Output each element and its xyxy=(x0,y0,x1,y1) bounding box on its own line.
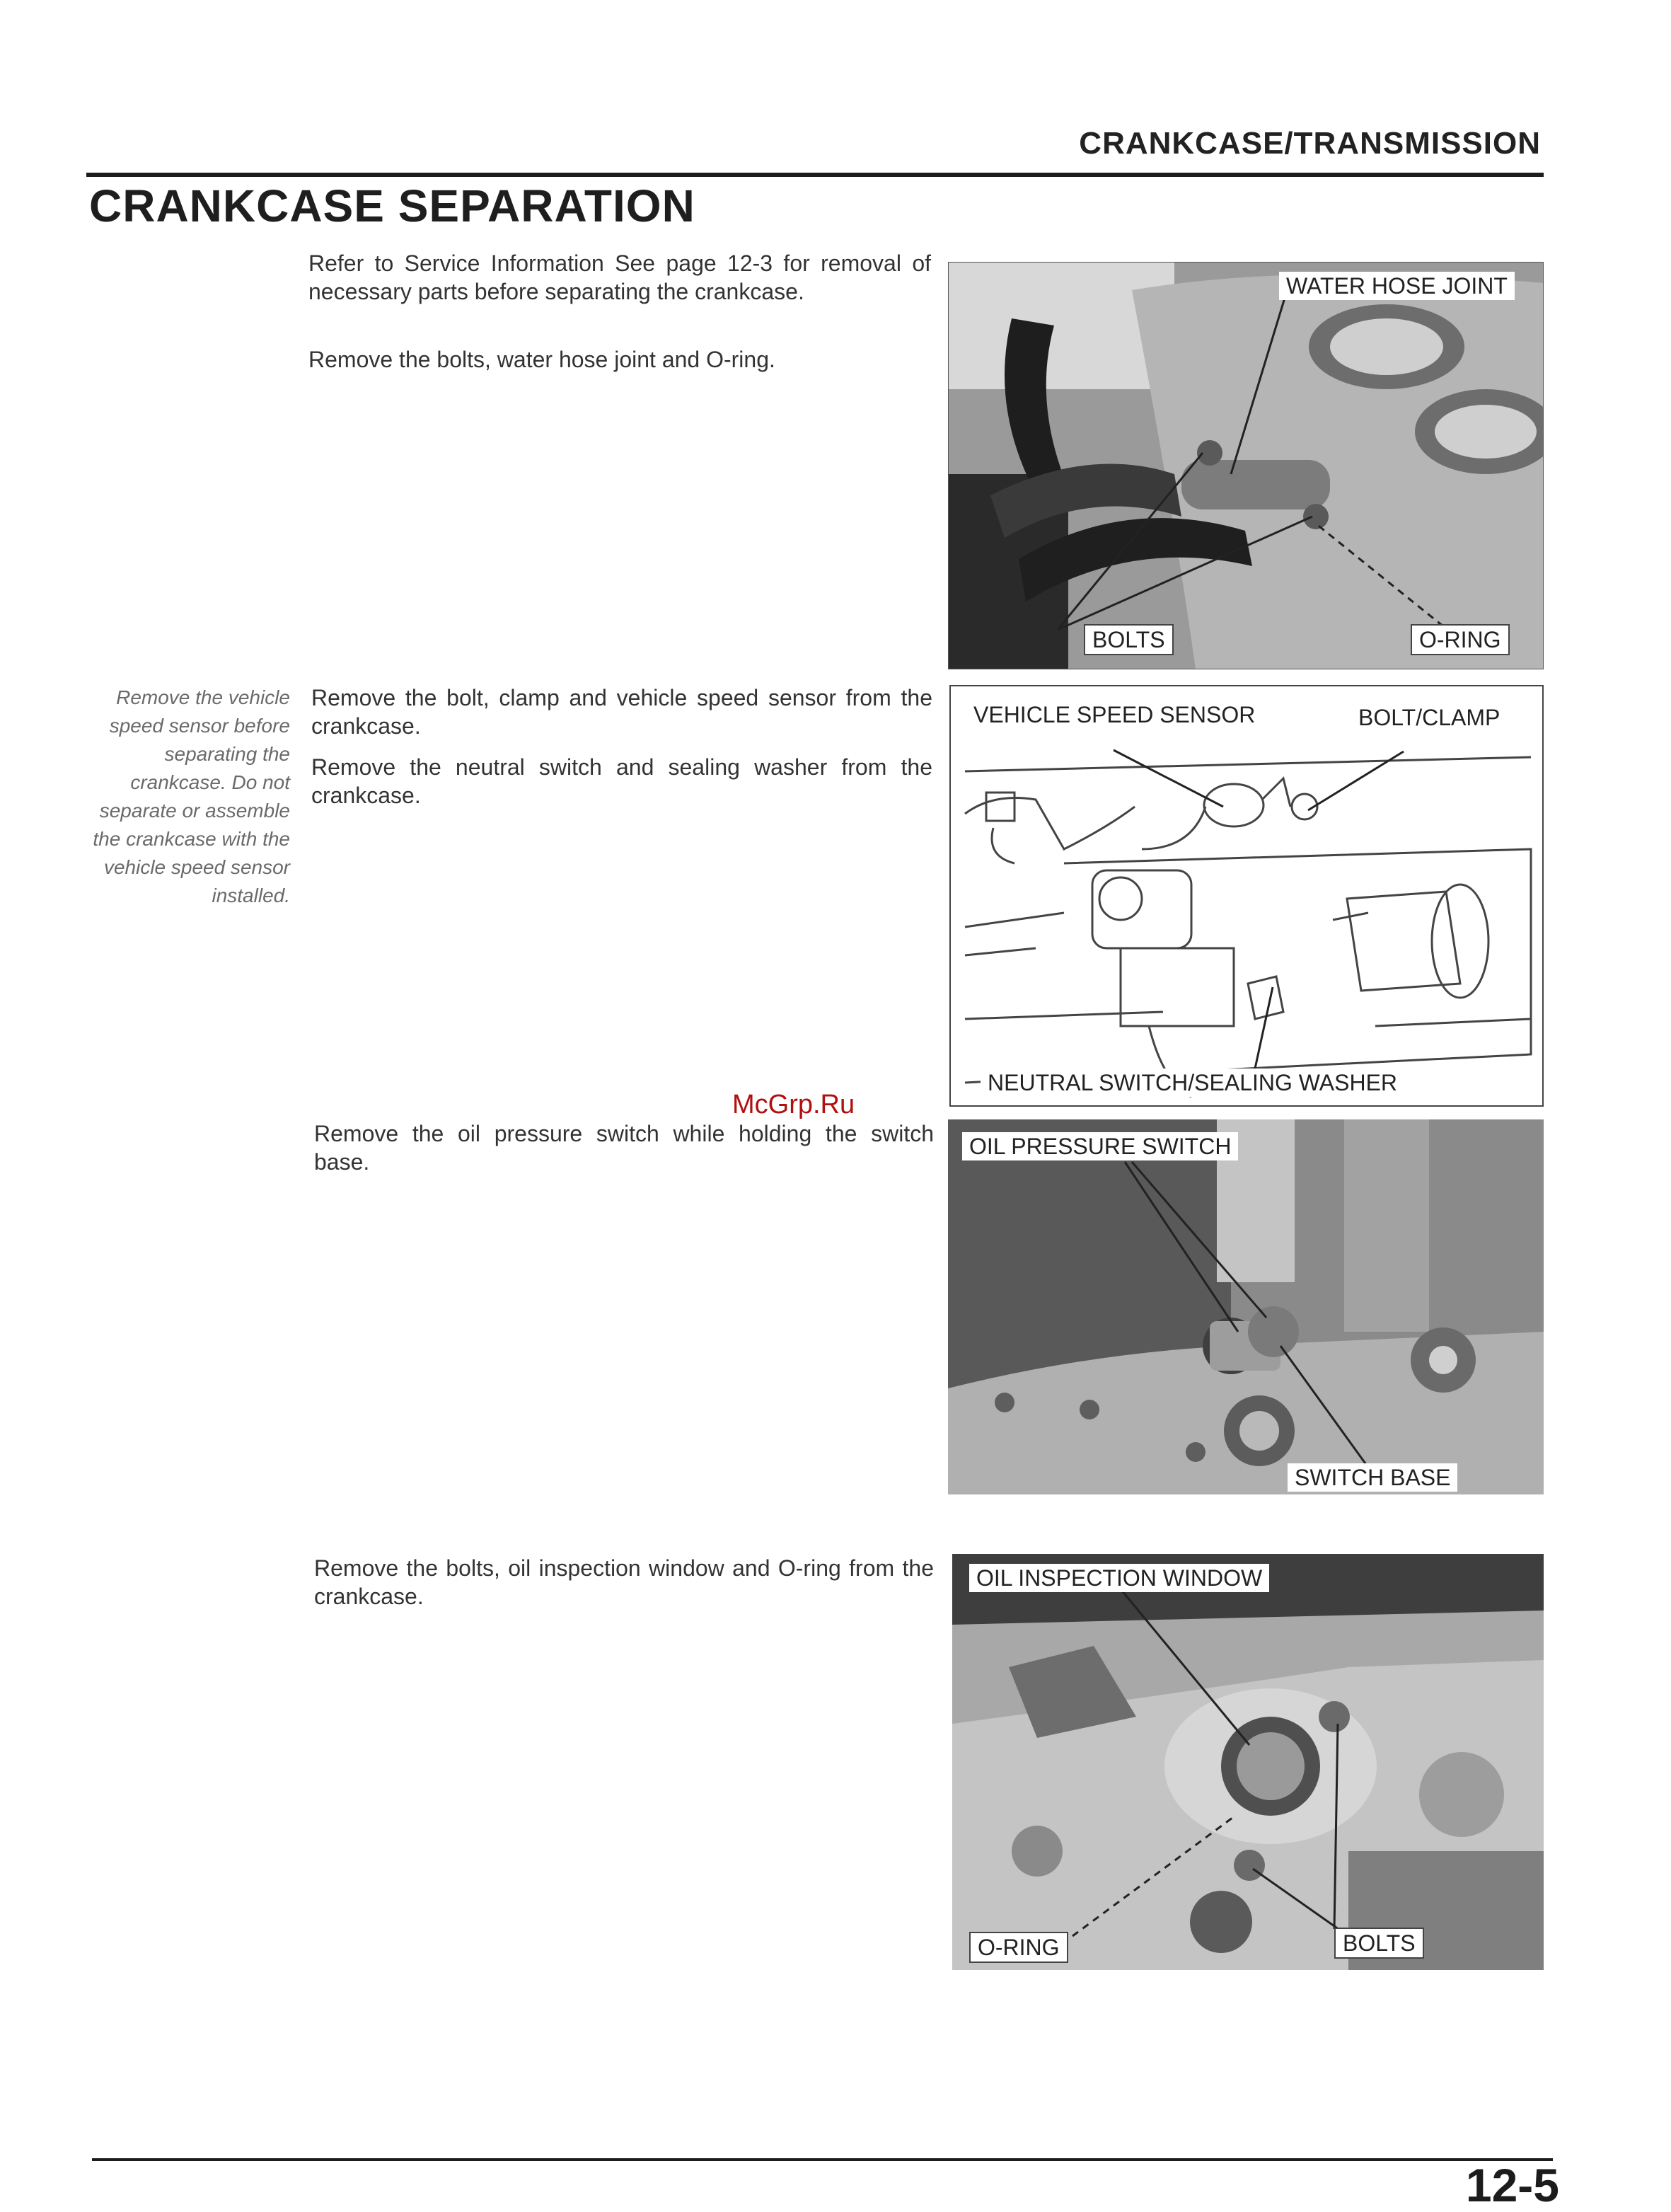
figure-vehicle-speed-sensor xyxy=(949,685,1544,1107)
step-text: Refer to Service Information See page 12-3 for removal of necessary parts before separating the crankcase. xyxy=(308,250,931,304)
label-bolt-clamp: BOLT/CLAMP xyxy=(1351,703,1507,732)
step-text: Remove the bolts, water hose joint and O-ring. xyxy=(308,347,775,372)
figure-oil-pressure-switch xyxy=(948,1119,1544,1494)
label-bolts: BOLTS xyxy=(1084,624,1174,655)
label-water-hose-joint: WATER HOSE JOINT xyxy=(1279,272,1515,300)
step-text: Remove the bolts, oil inspection window and O-ring from the crankcase. xyxy=(314,1555,934,1609)
label-vehicle-speed-sensor: VEHICLE SPEED SENSOR xyxy=(966,701,1262,729)
footer-rule xyxy=(92,2158,1553,2161)
watermark: McGrp.Ru xyxy=(732,1090,855,1119)
engine-photo-water-hose xyxy=(948,262,1544,669)
label-oil-inspection-window: OIL INSPECTION WINDOW xyxy=(969,1564,1269,1592)
step-text: Remove the oil pressure switch while holding the switch base. xyxy=(314,1121,934,1175)
label-oil-pressure-switch: OIL PRESSURE SWITCH xyxy=(962,1132,1238,1160)
side-note: Remove the vehicle speed sensor before separating the crankcase. Do not separate or assemble the crankcase with the vehicle speed sensor installed. xyxy=(93,686,290,906)
figure-oil-inspection-window xyxy=(952,1554,1544,1970)
engine-photo-oil-window xyxy=(952,1554,1544,1970)
engine-photo-oil-pressure xyxy=(948,1119,1544,1494)
step-text: Remove the neutral switch and sealing washer from the crankcase. xyxy=(311,754,932,808)
label-switch-base: SWITCH BASE xyxy=(1288,1463,1457,1492)
section-header: CRANKCASE/TRANSMISSION xyxy=(1079,126,1541,161)
label-o-ring: O-RING xyxy=(1411,624,1510,655)
line-drawing-crankcase xyxy=(951,686,1542,1105)
label-o-ring-2: O-RING xyxy=(969,1932,1068,1963)
label-bolts-2: BOLTS xyxy=(1334,1928,1424,1959)
header-rule xyxy=(86,173,1544,177)
page-number: 12-5 xyxy=(1465,2159,1559,2211)
step-text: Remove the bolt, clamp and vehicle speed sensor from the crankcase. xyxy=(311,685,932,739)
label-neutral-switch: NEUTRAL SWITCH/SEALING WASHER xyxy=(981,1068,1404,1097)
page-title: CRANKCASE SEPARATION xyxy=(89,180,695,231)
figure-water-hose-joint xyxy=(948,262,1544,669)
